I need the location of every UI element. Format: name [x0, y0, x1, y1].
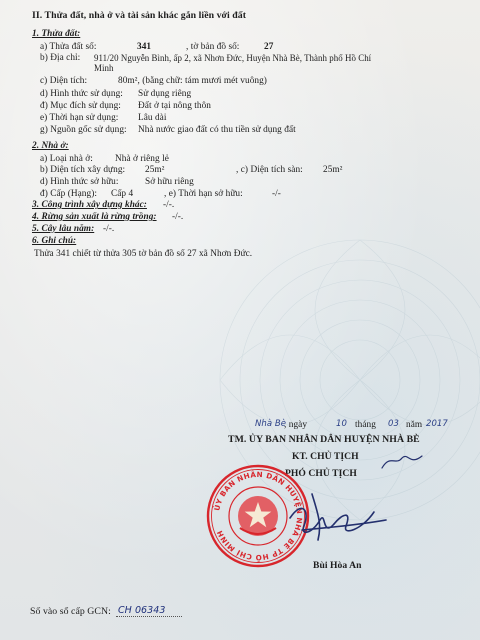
origin-value: Nhà nước giao đất có thu tiền sử dụng đất — [138, 125, 296, 135]
area-label: c) Diện tích: — [40, 76, 88, 86]
purpose-label: đ) Mục đích sử dụng: — [40, 101, 121, 111]
build-area-label: b) Diện tích xây dựng: — [40, 165, 126, 175]
sign-place: Nhà Bè — [255, 419, 287, 429]
registry-value: CH 06343 — [118, 605, 166, 616]
svg-text:ỦY BAN NHÂN DÂN HUYỆN NHÀ BÈ T: ỦY BAN NHÂN DÂN HUYỆN NHÀ BÈ TP HỒ CHÍ MINH — [212, 469, 305, 563]
address-value-line1: 911/20 Nguyễn Bình, ấp 2, xã Nhơn Đức, Huyện Nhà Bè, Thành phố Hồ Chí — [94, 53, 372, 63]
address-label: b) Địa chỉ: — [40, 53, 81, 63]
address-value-line2: Minh — [94, 63, 114, 73]
registry-label: Số vào sổ cấp GCN: — [30, 606, 111, 617]
map-value: 27 — [264, 42, 274, 52]
handwritten-signature — [282, 480, 392, 550]
parcel-label: a) Thửa đất số: — [40, 42, 97, 52]
sign-date-comma: , ngày — [284, 420, 308, 430]
sign-day: 10 — [336, 419, 347, 429]
notes-label: 6. Ghi chú: — [32, 236, 77, 246]
perennial-label: 5. Cây lâu năm: — [32, 224, 95, 234]
signer-name: Bùi Hòa An — [313, 560, 362, 571]
own-term-label: , e) Thời hạn sở hữu: — [164, 189, 243, 199]
section-title: II. Thửa đất, nhà ở và tài sản khác gắn liền với đất — [32, 10, 247, 21]
perennial-value: -/-. — [103, 224, 115, 234]
sign-month-label: tháng — [355, 420, 376, 430]
use-form-value: Sử dụng riêng — [138, 89, 192, 99]
initials-scribble — [380, 448, 424, 474]
notes-text: Thửa 341 chiết từ thửa 305 tờ bản đồ số 27 xã Nhơn Đức. — [34, 249, 253, 259]
grade-label: đ) Cấp (Hạng): — [40, 189, 97, 199]
build-area-value: 25m² — [145, 165, 165, 175]
registry-underline — [116, 616, 182, 617]
kt-chairman: KT. CHỦ TỊCH — [292, 451, 359, 462]
ownership-label: d) Hình thức sở hữu: — [40, 177, 119, 187]
house-heading: 2. Nhà ở: — [32, 141, 69, 151]
origin-label: g) Nguồn gốc sử dụng: — [40, 125, 127, 135]
parcel-value: 341 — [137, 42, 152, 52]
area-value: 80m², (bằng chữ: tám mươi mét vuông) — [118, 76, 267, 86]
use-form-label: d) Hình thức sử dụng: — [40, 89, 123, 99]
land-heading: 1. Thửa đất: — [32, 29, 81, 39]
forest-label: 4. Rừng sản xuất là rừng trồng: — [32, 212, 157, 222]
house-type-value: Nhà ở riêng lẻ — [115, 154, 169, 164]
sign-year-prefix: năm — [406, 420, 423, 430]
other-construction-label: 3. Công trình xây dựng khác: — [32, 200, 147, 210]
term-label: e) Thời hạn sử dụng: — [40, 113, 119, 123]
ownership-value: Sở hữu riêng — [145, 177, 194, 187]
forest-value: -/-. — [172, 212, 184, 222]
vice-chairman: PHÓ CHỦ TỊCH — [285, 468, 357, 479]
committee-title: TM. ỦY BAN NHÂN DÂN HUYỆN NHÀ BÈ — [228, 434, 420, 445]
floor-area-value: 25m² — [323, 165, 343, 175]
purpose-value: Đất ở tại nông thôn — [138, 101, 212, 111]
other-construction-value: -/-. — [163, 200, 175, 210]
sign-month: 03 — [388, 419, 399, 429]
grade-value: Cấp 4 — [111, 189, 134, 199]
house-type-label: a) Loại nhà ở: — [40, 154, 93, 164]
map-label: , tờ bản đồ số: — [186, 42, 240, 52]
floor-area-label: , c) Diện tích sàn: — [236, 165, 303, 175]
sign-year: 2017 — [426, 419, 448, 429]
term-value: Lâu dài — [138, 113, 167, 123]
own-term-value: -/- — [272, 189, 281, 199]
